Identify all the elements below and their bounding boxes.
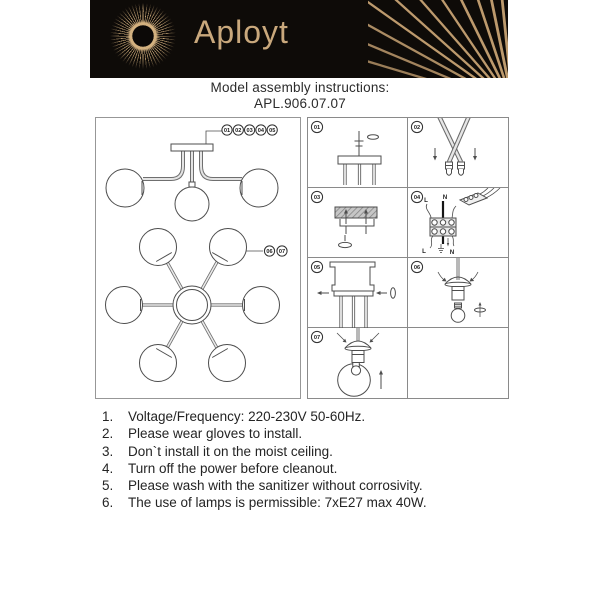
step-03-drawing: [308, 188, 408, 258]
model-number: APL.906.07.07: [254, 96, 346, 111]
wire-label-neutral-top: N: [442, 194, 448, 201]
callout-04: 04: [257, 128, 265, 134]
ceiling-surface: [335, 207, 377, 218]
down-arrow-icon: [447, 243, 449, 247]
item-number: 1.: [102, 409, 114, 424]
step-05-drawing: [308, 258, 408, 328]
list-item: [102, 408, 427, 425]
chandelier-side-view: [106, 144, 278, 221]
step-03-label: 03: [313, 195, 321, 201]
light-bulb-icon: [451, 309, 465, 323]
bulb-base: [455, 303, 462, 308]
item-text: Turn off the power before cleanout.: [128, 460, 338, 476]
item-number: 5.: [102, 478, 114, 494]
step-05-label: 05: [313, 265, 321, 271]
step-06-label: 06: [413, 265, 421, 271]
globe-center: [175, 187, 209, 221]
step-panel-07: [308, 328, 408, 398]
callout-parts-top: [222, 125, 277, 135]
step-panel-empty: [408, 328, 508, 398]
callout-06: 06: [266, 249, 273, 255]
light-bulb-icon: [351, 366, 360, 375]
item-number: 4.: [102, 460, 114, 476]
item-text: Please wash with the sanitizer without corrosivity.: [128, 478, 423, 494]
step-01-label: 01: [313, 125, 321, 131]
up-arrow-icon: [379, 370, 383, 375]
sheet-title: Model assembly instructions:: [210, 80, 390, 95]
hub: [173, 286, 211, 324]
item-text: Don`t install it on the moist ceiling.: [128, 443, 333, 459]
step-panel-04: [408, 188, 508, 258]
brand-wordmark: Aployt: [194, 14, 289, 50]
callout-01: 01: [223, 128, 231, 134]
step-02-label: 02: [413, 125, 421, 131]
wire-label-live-top: L: [424, 197, 428, 204]
ground-symbol-icon: [438, 244, 444, 253]
step-panel-01: [308, 118, 408, 188]
step-07-label: 07: [313, 335, 321, 341]
globe-right: [240, 169, 278, 207]
step-panel-06: [408, 258, 508, 328]
list-item: [102, 477, 427, 494]
lamp-socket: [452, 287, 464, 301]
screw-icon: [339, 242, 352, 247]
starburst-logo-icon: [110, 3, 176, 69]
callout-leader-top: [206, 131, 222, 144]
list-item: [102, 425, 427, 442]
step-01-drawing: [308, 118, 408, 188]
step-04-label: 04: [413, 195, 421, 201]
item-number: 2.: [102, 426, 114, 442]
brand-header: [90, 0, 508, 78]
list-item: [102, 494, 427, 511]
list-item: [102, 460, 427, 477]
item-text: The use of lamps is permissible: 7xE27 max 40W.: [128, 495, 427, 511]
list-item: [102, 443, 427, 460]
item-text: Voltage/Frequency: 220-230V 50-60Hz.: [128, 409, 366, 424]
ceiling-plate: [171, 144, 213, 151]
lamp-socket: [352, 351, 364, 363]
down-arrow-icon: [473, 156, 477, 161]
decorative-rays-icon: [368, 0, 508, 78]
wire-label-neutral-bottom: N: [449, 249, 455, 256]
chandelier-overview-drawing: [96, 118, 300, 398]
step-07-drawing: [308, 328, 408, 398]
step-06-drawing: [408, 258, 508, 328]
chandelier-bottom-view: [106, 229, 280, 382]
assembly-steps-grid: [307, 117, 509, 399]
safety-instructions-list: [102, 408, 427, 512]
globe-left: [106, 169, 144, 207]
step-panel-03: [308, 188, 408, 258]
callout-03: 03: [246, 128, 253, 134]
down-arrow-icon: [433, 156, 437, 161]
item-number: 3.: [102, 443, 114, 459]
callout-parts-right: [246, 246, 287, 256]
step-04-wiring-drawing: [408, 188, 508, 258]
left-arrow-icon: [317, 291, 322, 295]
mounting-bracket: [340, 219, 374, 226]
callout-07: 07: [278, 249, 286, 255]
step-panel-05: [308, 258, 408, 328]
step-02-drawing: [408, 118, 508, 188]
item-number: 6.: [102, 495, 114, 511]
wire-label-live-bottom: L: [422, 248, 426, 255]
screw-icon: [368, 135, 379, 140]
callout-05: 05: [269, 128, 276, 134]
canopy-cover: [330, 262, 375, 291]
left-arrow-icon: [376, 291, 381, 295]
step-panel-02: [408, 118, 508, 188]
assembly-overview-box: [95, 117, 301, 399]
item-text: Please wear gloves to install.: [128, 426, 303, 442]
screw-icon: [391, 288, 396, 298]
callout-02: 02: [235, 128, 242, 134]
